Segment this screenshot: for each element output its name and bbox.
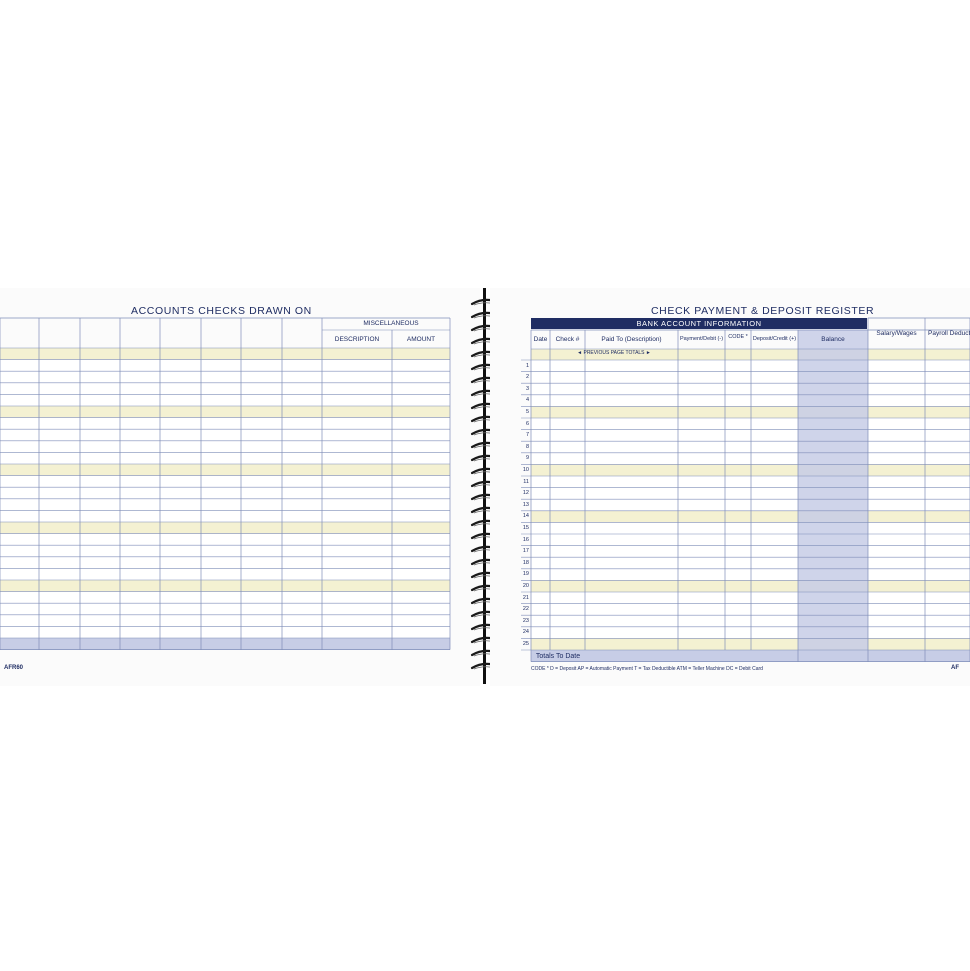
register-row [531, 534, 970, 546]
ledger-row [0, 394, 450, 406]
register-row [531, 522, 970, 534]
col-payment-header: Payment/Debit (-) [679, 336, 724, 342]
register-row [531, 418, 970, 430]
row-number: 10 [522, 466, 529, 473]
register-row [531, 430, 970, 442]
col-date-header: Date [533, 336, 548, 343]
register-row [531, 615, 970, 627]
register-row [531, 638, 970, 650]
ledger-row [0, 568, 450, 580]
row-number: 4 [525, 397, 529, 404]
row-number: 17 [522, 548, 529, 555]
ledger-row [0, 464, 450, 476]
register-row [531, 453, 970, 465]
ledger-row [0, 487, 450, 499]
register-row [531, 464, 970, 476]
amount-header: AMOUNT [406, 336, 436, 343]
ledger-row [0, 429, 450, 441]
row-number: 24 [522, 629, 529, 636]
ledger-row [0, 452, 450, 464]
left-ledger-page [0, 288, 480, 686]
row-number: 5 [525, 408, 529, 415]
row-number: 3 [525, 385, 529, 392]
description-header: DESCRIPTION [334, 336, 380, 343]
row-number: 13 [522, 501, 529, 508]
left-ledger-grid [0, 288, 480, 686]
miscellaneous-header: MISCELLANEOUS [363, 320, 419, 327]
ledger-row [0, 371, 450, 383]
right-page-title: CHECK PAYMENT & DEPOSIT REGISTER [651, 305, 875, 317]
register-row [531, 372, 970, 384]
totals-row [531, 650, 970, 662]
row-number: 8 [525, 443, 529, 450]
row-number: 2 [525, 374, 529, 381]
row-number: 22 [522, 606, 529, 613]
ledger-row [0, 348, 450, 360]
register-row [531, 627, 970, 639]
col-salary-header: Salary/Wages [876, 330, 917, 337]
row-number: 20 [522, 582, 529, 589]
ledger-row [0, 383, 450, 395]
ledger-row [0, 638, 450, 650]
code-legend: CODE * D = Deposit AP = Automatic Payment T = Tax Deductible ATM = Teller Machine DC = Debit Card [531, 666, 763, 672]
ledger-row [0, 441, 450, 453]
register-row [531, 580, 970, 592]
col-code-header: CODE * [728, 334, 748, 340]
register-row [531, 604, 970, 616]
row-number: 11 [523, 478, 529, 485]
ledger-row [0, 626, 450, 638]
col-deposit-header: Deposit/Credit (+) [752, 336, 797, 342]
register-row [531, 476, 970, 488]
col-balance-header: Balance [821, 336, 845, 343]
register-row [531, 395, 970, 407]
ledger-row [0, 557, 450, 569]
ledger-row [0, 603, 450, 615]
register-row [531, 557, 970, 569]
row-number: 25 [522, 640, 529, 647]
row-number: 6 [525, 420, 529, 427]
brand-logo-right: AF [951, 665, 959, 671]
register-row [531, 488, 970, 500]
register-row [531, 592, 970, 604]
ledger-row [0, 406, 450, 418]
register-row [531, 511, 970, 523]
row-number: 18 [522, 559, 529, 566]
brand-logo-left: AFR60 [4, 665, 24, 671]
ledger-row [0, 534, 450, 546]
col-payroll-header: Payroll Deduct [928, 330, 970, 337]
ledger-row [0, 615, 450, 627]
row-number: 19 [522, 571, 529, 578]
left-page-title: ACCOUNTS CHECKS DRAWN ON [131, 305, 312, 317]
row-number: 9 [525, 455, 529, 462]
ledger-row [0, 592, 450, 604]
register-row [531, 546, 970, 558]
row-number: 15 [522, 524, 529, 531]
row-number: 14 [522, 513, 529, 520]
ledger-row [0, 476, 450, 488]
row-number: 12 [522, 490, 529, 497]
register-row [531, 569, 970, 581]
balance-column-fill [798, 330, 868, 662]
previous-page-totals: ◄ PREVIOUS PAGE TOTALS ► [577, 350, 651, 356]
row-number: 16 [522, 536, 529, 543]
register-row [531, 383, 970, 395]
register-row [531, 499, 970, 511]
register-row [531, 406, 970, 418]
col-paid-to-header: Paid To (Description) [601, 336, 662, 343]
ledger-row [0, 510, 450, 522]
register-row [531, 360, 970, 372]
row-number: 1 [525, 362, 529, 369]
ledger-row [0, 499, 450, 511]
col-check-header: Check # [555, 336, 580, 343]
row-number: 7 [525, 432, 529, 439]
row-number: 23 [522, 617, 529, 624]
ledger-row [0, 580, 450, 592]
register-row [531, 441, 970, 453]
right-register-page [490, 288, 970, 686]
ledger-row [0, 545, 450, 557]
ledger-row [0, 522, 450, 534]
bank-account-band: BANK ACCOUNT INFORMATION [531, 318, 867, 329]
ledger-row [0, 360, 450, 372]
row-number: 21 [522, 594, 529, 601]
ledger-row [0, 418, 450, 430]
right-register-grid [490, 288, 970, 686]
totals-to-date-label: Totals To Date [535, 653, 581, 660]
